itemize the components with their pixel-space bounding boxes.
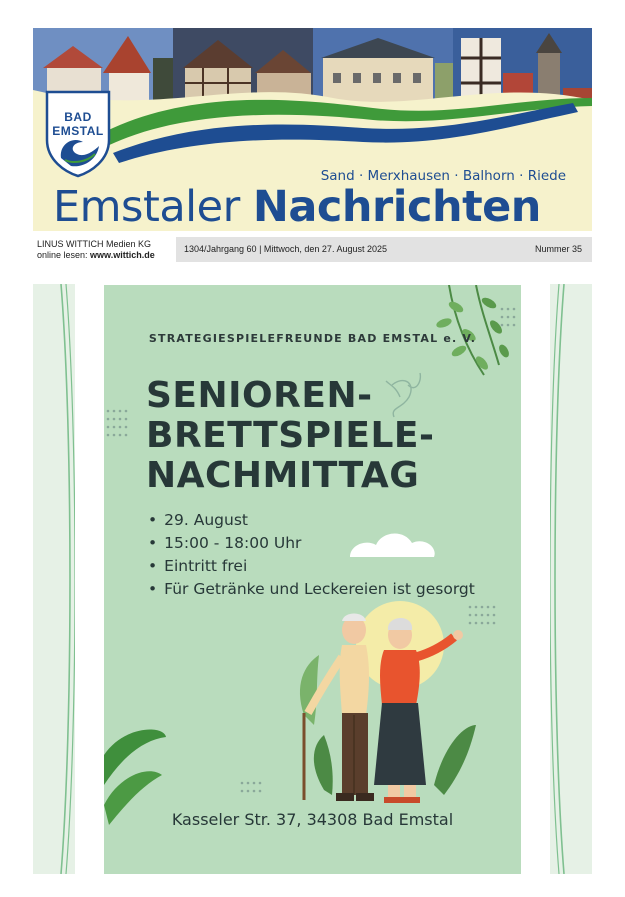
headline-line-1: SENIOREN-	[146, 375, 373, 416]
detail-admission: • Eintritt frei	[148, 555, 475, 578]
online-url-link[interactable]: www.wittich.de	[90, 250, 155, 260]
crest-line-2: EMSTAL	[52, 124, 104, 138]
event-details-list	[148, 509, 475, 601]
issue-info-bar	[33, 237, 592, 262]
headline-line-2: BRETTSPIELE-	[146, 415, 435, 456]
title-part-1: Emstaler	[53, 182, 253, 231]
issue-number: Nummer 35	[534, 244, 582, 254]
detail-date: • 29. August	[148, 509, 475, 532]
issue-info: 1304/Jahrgang 60 | Mittwoch, den 27. August 2025	[184, 244, 387, 254]
bad-emstal-crest	[43, 88, 113, 178]
detail-refreshments: • Für Getränke und Leckereien ist gesorgt	[148, 578, 475, 601]
hanging-vine-icon	[435, 285, 511, 375]
left-decor-panel	[33, 284, 75, 874]
localities-subtitle: Sand · Merxhausen · Balhorn · Riede	[320, 168, 566, 184]
issue-cell	[176, 237, 592, 262]
detail-time: • 15:00 - 18:00 Uhr	[148, 532, 475, 555]
masthead	[33, 28, 592, 231]
newspaper-title	[53, 182, 541, 231]
event-poster	[104, 285, 521, 874]
event-address: Kasseler Str. 37, 34308 Bad Emstal	[171, 810, 454, 829]
publisher-name: LINUS WITTICH Medien KG	[37, 239, 152, 249]
organizer-name: STRATEGIESPIELEFREUNDE BAD EMSTAL e. V.	[148, 332, 477, 345]
online-label: online lesen:	[37, 250, 91, 260]
right-decor-panel	[550, 284, 592, 874]
phoenix-icon	[386, 373, 420, 417]
crest-line-1: BAD	[64, 110, 92, 124]
online-line	[37, 250, 155, 261]
publisher-block	[37, 239, 155, 261]
title-part-2: Nachrichten	[252, 182, 541, 231]
headline-line-3: NACHMITTAG	[146, 455, 420, 496]
